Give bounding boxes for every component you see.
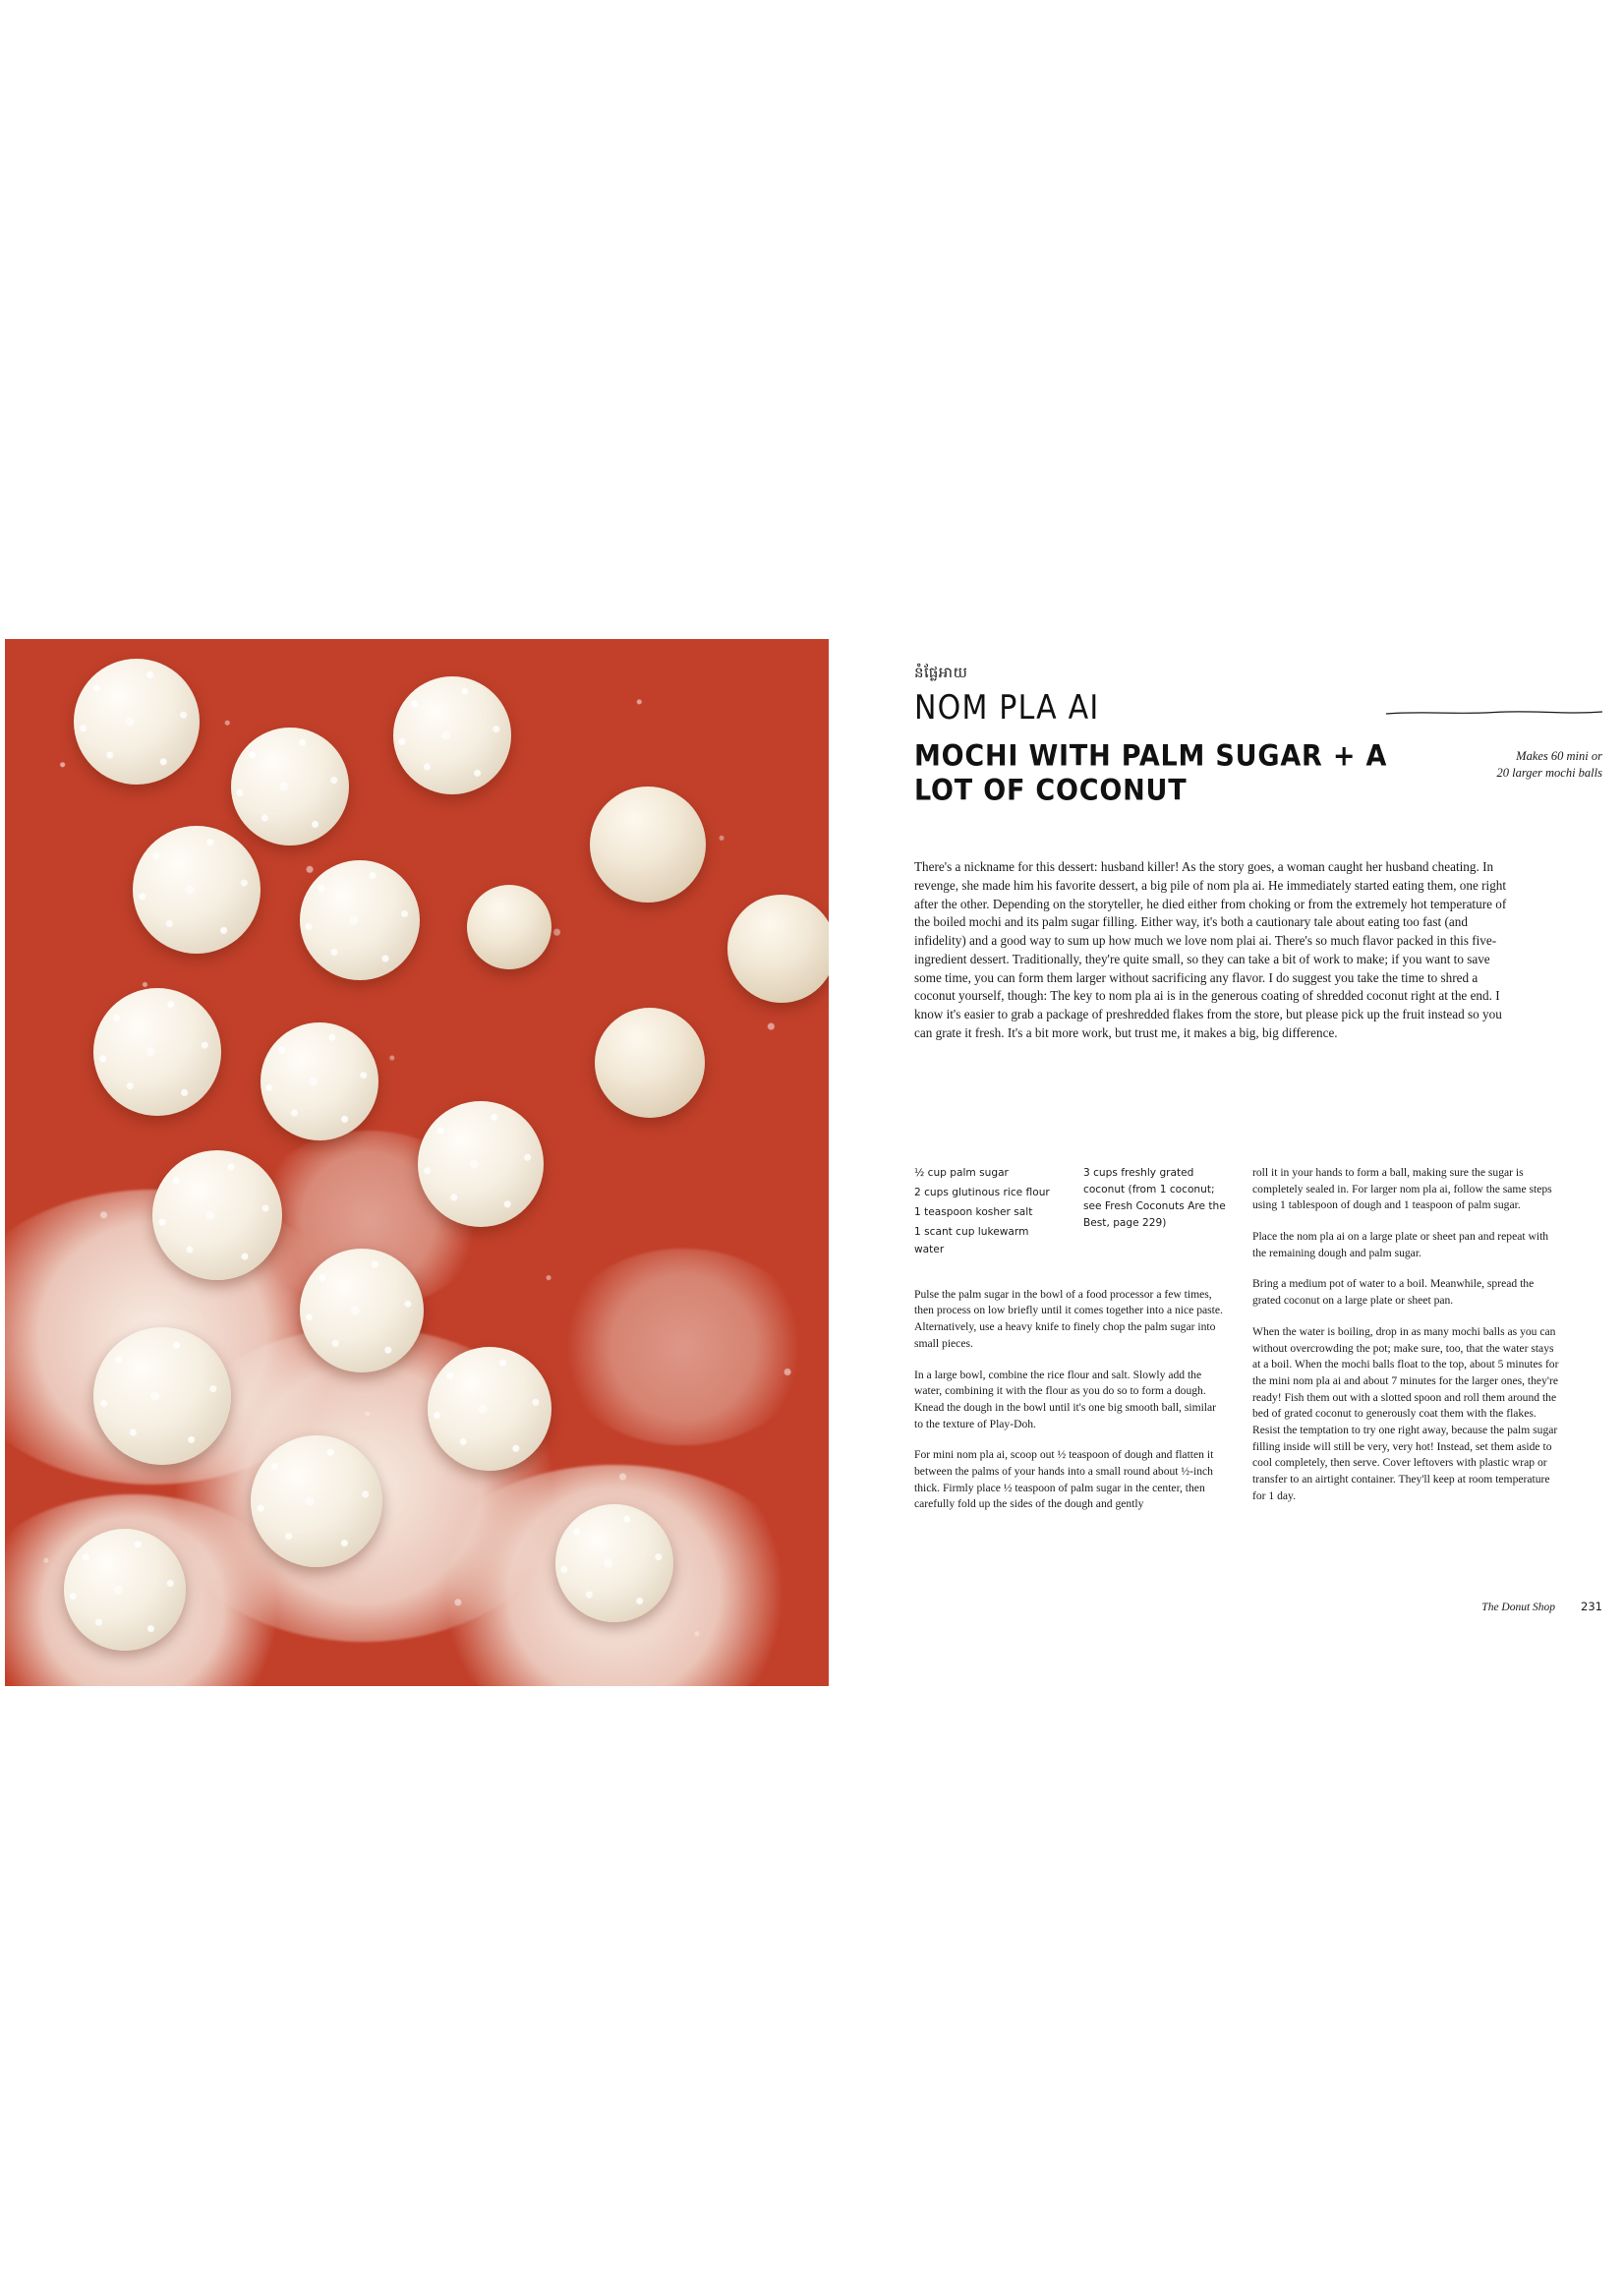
method-steps-right	[1252, 1165, 1563, 1528]
ingredients-and-first-steps-column	[914, 1165, 1227, 1528]
coconut-drift	[555, 1249, 811, 1445]
mochi-ball	[231, 728, 349, 845]
ingredients-block	[914, 1165, 1227, 1261]
yield-line-2: 20 larger mochi balls	[1496, 765, 1602, 780]
page-footer	[914, 1600, 1602, 1613]
mochi-ball	[152, 1150, 282, 1280]
ingredients-column-1	[914, 1165, 1058, 1261]
method-step: For mini nom pla ai, scoop out ½ teaspoon of dough and flatten it between the palms of your hands into a small round about ½-inch thick. Firmly place ½ teaspoon of palm sugar in the center, then carefully fold up the sides of the dough and gently	[914, 1448, 1214, 1511]
mochi-ball	[300, 1249, 424, 1372]
method-step: roll it in your hands to form a ball, making sure the sugar is completely sealed in. For larger nom pla ai, follow the same steps using 1 tablespoon of dough and 1 teaspoon of palm sugar.	[1252, 1166, 1552, 1212]
mochi-ball-plain	[590, 787, 706, 903]
method-step: Place the nom pla ai on a large plate or sheet pan and repeat with the remaining dough and palm sugar.	[1252, 1230, 1549, 1259]
recipe-title: NOM PLA AI	[914, 689, 1100, 729]
recipe-text-page	[914, 664, 1602, 1043]
mochi-ball	[418, 1101, 544, 1227]
ingredient-item: 3 cups freshly grated coconut (from 1 coconut; see Fresh Coconuts Are the Best, page 229)	[1083, 1167, 1226, 1230]
recipe-columns	[914, 1165, 1602, 1528]
mochi-ball-plain	[467, 885, 551, 969]
ingredient-item: 1 scant cup lukewarm water	[914, 1226, 1029, 1255]
method-step: Pulse the palm sugar in the bowl of a food processor a few times, then process on low briefly until it comes together into a nice paste. Alternatively, use a heavy knife to finely chop the palm sugar into small pieces.	[914, 1287, 1223, 1350]
book-section-label: The Donut Shop	[1481, 1602, 1556, 1613]
title-rule-decoration	[1386, 710, 1602, 716]
mochi-ball	[133, 826, 261, 954]
mochi-ball	[300, 860, 420, 980]
mochi-ball-plain	[727, 895, 829, 1003]
ingredient-item: 2 cups glutinous rice flour	[914, 1187, 1050, 1199]
recipe-subtitle: MOCHI WITH PALM SUGAR + A LOT OF COCONUT	[914, 739, 1388, 809]
recipe-photo	[5, 639, 829, 1686]
mochi-ball	[428, 1347, 551, 1471]
mochi-ball-plain	[595, 1008, 705, 1118]
mochi-ball	[555, 1504, 673, 1622]
mochi-ball	[393, 676, 511, 794]
mochi-ball	[93, 988, 221, 1116]
method-step: In a large bowl, combine the rice flour and salt. Slowly add the water, combining it with the flour as you do so to form a dough. Knead the dough in the bowl until it's one big smooth ball, similar to the texture of Play-Doh.	[914, 1368, 1217, 1430]
ingredients-column-2	[1083, 1165, 1227, 1261]
mochi-ball	[74, 659, 200, 785]
yield-line-1: Makes 60 mini or	[1516, 749, 1602, 763]
method-step: Bring a medium pot of water to a boil. Meanwhile, spread the grated coconut on a large plate or sheet pan.	[1252, 1277, 1535, 1308]
mochi-ball	[261, 1022, 378, 1140]
method-step: When the water is boiling, drop in as many mochi balls as you can without overcrowding the pot; make sure, too, that the water stays at a boil. When the mochi balls float to the top, about 5 minutes for the mini nom pla ai and about 7 minutes for the larger ones, they're ready! Fish them out with a slotted spoon and roll them around the bed of grated coconut to generously coat them with the flakes. Resist the temptation to try one right away, because the palm sugar filling inside will still be very, very hot! Instead, set them aside to cool completely, then serve. Cover leftovers with plastic wrap or transfer to an airtight container. They'll keep at room temperature for 1 day.	[1252, 1324, 1559, 1502]
mochi-ball	[93, 1327, 231, 1465]
khmer-title: នំផ្លែអាយ	[914, 664, 968, 681]
ingredient-item: ½ cup palm sugar	[914, 1167, 1009, 1179]
recipe-headnote: There's a nickname for this dessert: husband killer! As the story goes, a woman caught her husband cheating. In revenge, she made him his favorite dessert, a big pile of nom pla ai. He immediately started eating them, one right after the other. Depending on the storyteller, he died either from choking or from the extremely hot temperature of the boiled mochi and its palm sugar filling. Either way, it's both a cautionary tale about eating too fast (and infidelity) and a good way to sum up how much we love nom plai ai. There's so much flavor packed in this five-ingredient dessert. Traditionally, they're quite small, so they can take a bit of work to make; if you want to save some time, you can form them larger without sacrificing any flavor. I do suggest you take the time to shred a coconut yourself, though: The key to nom pla ai is in the generous coating of shredded coconut right at the end. I know it's easier to grab a package of preshredded flakes from the store, but please pick up the fruit instead so you can grate it fresh. It's a bit more work, but trust me, it makes a big, big difference.	[914, 859, 1507, 1040]
mochi-ball	[64, 1529, 186, 1651]
page-number: 231	[1581, 1600, 1602, 1613]
mochi-ball	[251, 1435, 382, 1567]
method-steps-left	[914, 1287, 1227, 1513]
yield-note	[1425, 748, 1602, 782]
ingredient-item: 1 teaspoon kosher salt	[914, 1206, 1033, 1219]
